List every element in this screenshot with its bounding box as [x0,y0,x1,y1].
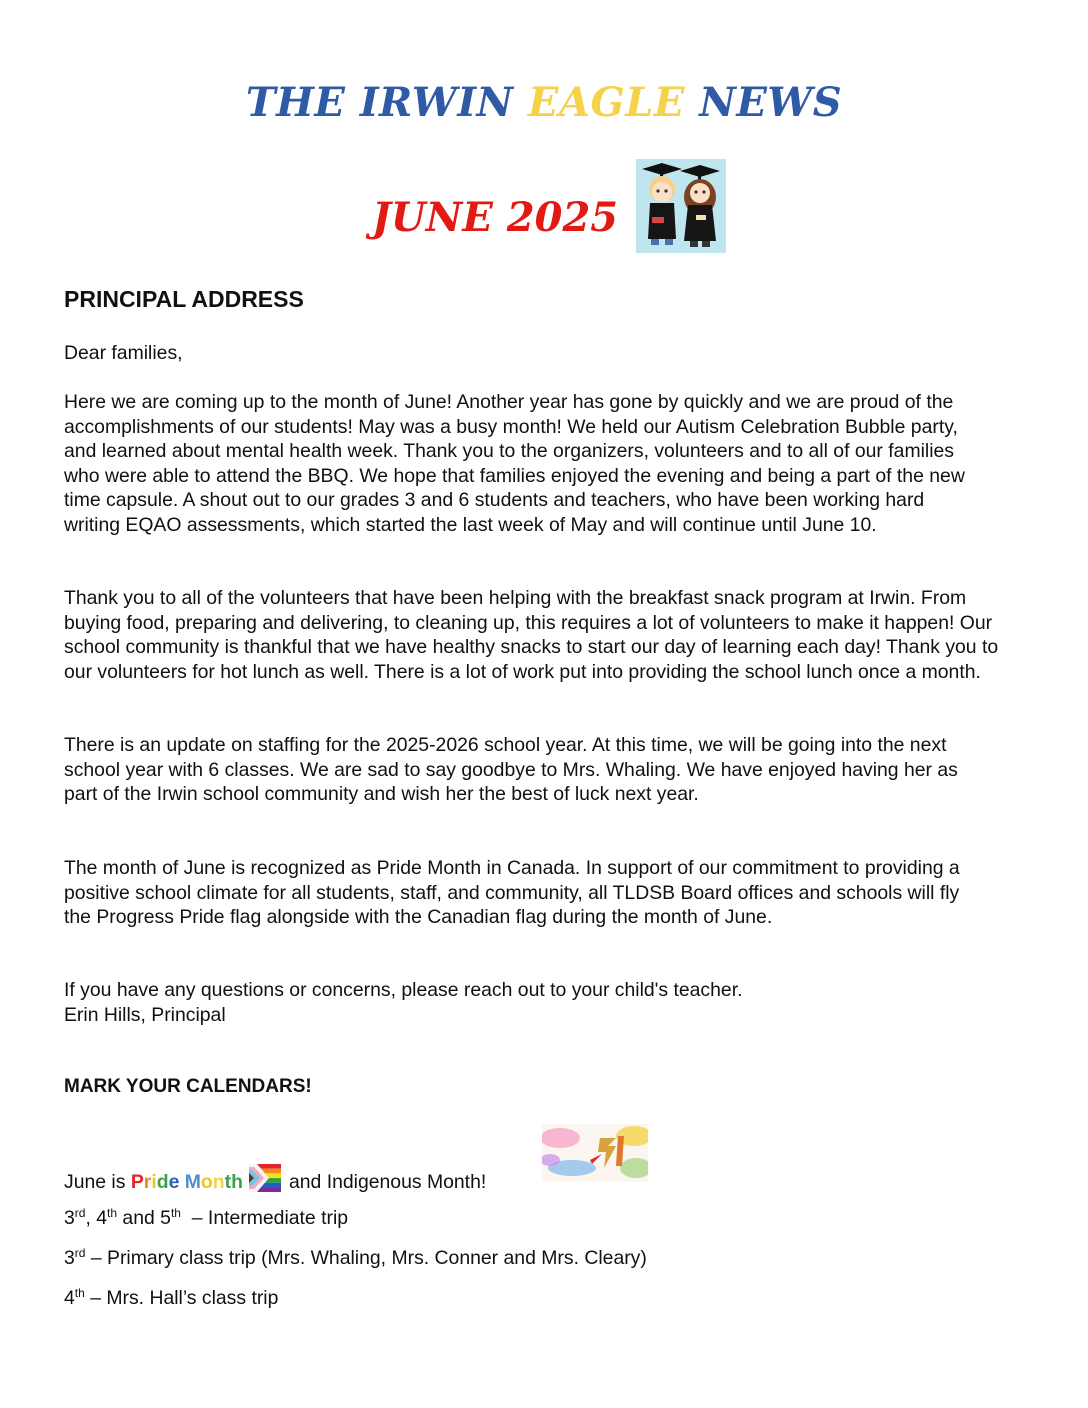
june-prefix: June is [64,1171,131,1193]
signature: Erin Hills, Principal [64,1003,226,1026]
principal-address-title: PRINCIPAL ADDRESS [64,286,304,312]
pride-letter: d [156,1171,169,1193]
paragraph-text: There is an update on staffing for the 2025-2026 school year. At this time, we will be going into the next school year with 6 classes. We are sad to say goodbye to Mrs. Whaling. We have enjoyed having her as part of the Irwin school community and wish her the best of luck next year. [64,734,958,805]
event-day-suffix: th [107,1206,118,1220]
masthead-part-1: THE IRWIN [245,79,529,126]
paragraph-1 [64,390,969,537]
event-text: – Primary class trip (Mrs. Whaling, Mrs. Conner and Mrs. Cleary) [85,1247,647,1269]
greeting-text [64,341,1024,366]
event-line-1 [64,1206,348,1230]
pride-letter: P [130,1171,144,1193]
closing-text: If you have any questions or concerns, please reach out to your child's teacher. [64,979,743,1001]
event-day: 4 [64,1287,75,1309]
calendar-title: MARK YOUR CALENDARS! [64,1076,312,1097]
paragraph-text: The month of June is recognized as Pride Month in Canada. In support of our commitment to providing a positive school climate for all students, staff, and community, all TLDSB Board offices and schools will fly the Progress Pride flag alongside with the Canadian flag during the month of June. [64,857,960,928]
paragraph-text: Here we are coming up to the month of June! Another year has gone by quickly and we are proud of the accomplishments of our students! May was a busy month! We held our Autism Celebration Bubble party, and learned about mental health week. Thank you to the organizers, volunteers and to all of our families who were able to attend the BBQ. We hope that families enjoyed the evening and being a part of the new time capsule. A shout out to our grades 3 and 6 students and teachers, who have been working hard writing EQAO assessments, which started the last week of May and will continue until June 10. [64,391,965,536]
progress-pride-flag-icon [249,1164,281,1192]
paragraph-3 [64,733,964,807]
event-day-suffix: rd [74,1246,86,1260]
paragraph-2 [64,586,1019,684]
closing-block [64,978,1024,1027]
paragraph-text: Thank you to all of the volunteers that have been helping with the breakfast snack program at Irwin. From buying food, preparing and delivering, to cleaning up, this requires a lot of volunteers to make it happen! Our school community is thankful that we have healthy snacks to start our day of learning each day! Thank you to our volunteers for hot lunch as well. There is a lot of work put into providing the school lunch once a month. [64,587,999,683]
pride-letter: o [200,1171,213,1193]
pride-month-text [131,1171,243,1193]
june-month-line [64,1164,486,1194]
event-day: and 5 [117,1207,171,1229]
graduates-illustration-icon [636,159,726,253]
greeting: Dear families, [64,342,183,364]
pride-letter: e [168,1171,180,1193]
paragraph-4 [64,856,964,930]
issue-row [372,156,726,256]
issue-date: JUNE 2025 [372,193,619,241]
june-suffix: and Indigenous Month! [288,1171,487,1193]
pride-letter: i [151,1171,157,1193]
event-day-suffix: rd [74,1206,86,1220]
pride-letter: M [184,1171,201,1193]
pride-letter: n [212,1171,225,1193]
pride-letter: r [143,1171,152,1193]
newsletter-masthead [0,78,1088,128]
pride-letter: t [224,1171,232,1193]
event-text: – Intermediate trip [180,1207,349,1229]
event-day-suffix: th [74,1286,85,1300]
pride-letter: h [231,1171,243,1193]
masthead-part-3: NEWS [684,79,843,126]
event-line-2 [64,1246,647,1270]
event-day: 3 [64,1207,75,1229]
event-day: , 4 [85,1207,108,1229]
event-day: 3 [64,1247,75,1269]
event-day-suffix: th [170,1206,181,1220]
masthead-eagle: EAGLE [528,79,685,126]
indigenous-month-image [542,1124,648,1182]
event-line-3 [64,1286,278,1310]
event-text: – Mrs. Hall’s class trip [84,1287,279,1309]
